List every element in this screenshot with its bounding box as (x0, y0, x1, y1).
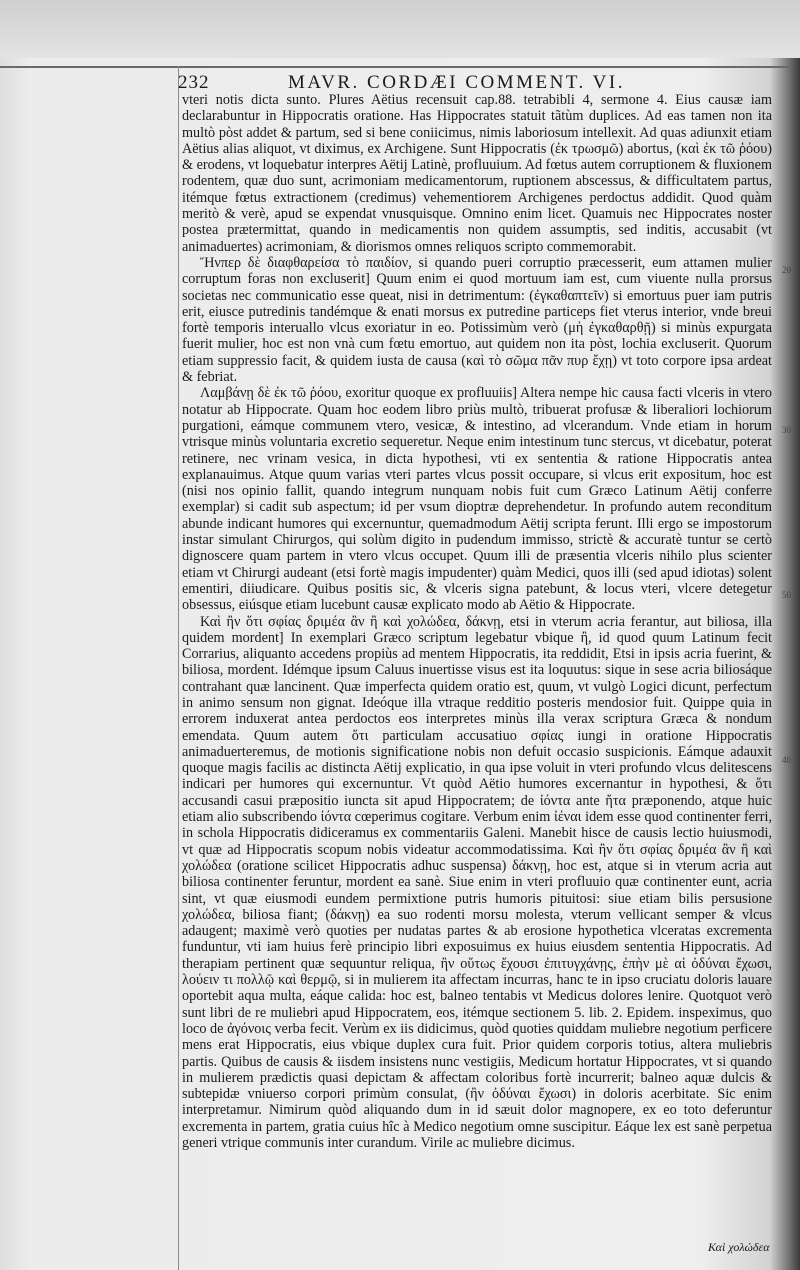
margin-line-number: 50 (782, 590, 791, 600)
margin-line-number: 20 (782, 265, 791, 275)
margin-line-number: 40 (782, 755, 791, 765)
page-number: 232 (178, 72, 210, 93)
catchword: Καὶ χολώδεα (708, 1240, 770, 1254)
body-text (182, 92, 772, 1237)
paragraph: vteri notis dicta sunto. Plures Aëtius recensuit cap.88. tetrabibli 4, sermone 4. Eius causæ iam declarabuntur in Hippocratis oratione. Has Hippocrates statuit tãtùm duplices. Ad eas tamen non ita multò pòst addet & partum, sed si bene coniicimus, nimis laboriosum intellexit. Ad quas adiunxit etiam Aëtius alias aliquot, vt diximus, ex Archigene. Sunt Hippocratis (ἐκ τρωσμῶ) abortus, (καὶ ἐκ τῶ ῥόου) & erodens, vt loquebatur interpres Aëtij Latinè, profluuium. Ad fœtus autem corruptionem & fluxionem rodentem, quæ duo sunt, acrimoniam medicamentorum, ruptionem abscessus, & difficultatem partus, itémque fœtus extractionem (credimus) vehementiorem Archigenes perdoctus addidit. Quod quàm meritò & verè, apud se expendat vnusquisque. Omnino enim licet. Quamuis nec Hippocrates noster postea prætermittat, quando in medicamentis non quidem assumptis, sed inditis, accusabit (vt animaduertes) acrimoniam, & diorismos omnes reliquos scripto commemorabit. (182, 92, 772, 255)
margin-line-number: 30 (782, 425, 791, 435)
scan-top-edge (0, 0, 800, 58)
page-title: MAVR. CORDÆI COMMENT. VI. (288, 72, 625, 93)
left-margin-line (178, 66, 179, 1270)
paragraph: Καὶ ἢν ὅτι σφίας δριμέα ἂν ἢ καὶ χολώδεα, δάκνῃ, etsi in vterum acria ferantur, aut biliosa, illa quidem mordent] In exemplari Græco scriptum legebatur vbique ἢ, id quod quum Latinum fecit Corrarius, aliquanto accedens propiùs ad mentem Hippocratis, ita reddidit, Etsi in ipsis acria fuerint, & biliosa, mordent. Idémque ipsum Caluus inuertisse visus est ita loquutus: sique in sese acria biliosáque contrahant quæ lancinent. Quæ imperfecta quidem oratio est, quum, vt vulgò Logici dicunt, perfectum in animo sensum non gignat. Ideóque illa vtraque redditio posteris mendosior fuit. Quippe quia in errorem induxerat antea perdoctos eos interpretes minùs illa verax scriptura Græca & nondum emendata. Quum autem ὅτι particulam accusatiuo σφίας iungi in oratione Hippocratis animaduerteremus, de motionis significatione nobis non defuit occasio suspicionis. Eámque adauxit quoque magis facilis ac distincta Aëtij explicatio, in qua ipse voluit in vteri profundo vlcus delitescens indicari per humores qui excernuntur. Vt quòd Aëtio humores excernantur in hypothesi, & ὅτι accusandi casui præpositio iuncta sit apud Hippocratem; de ἰόντα ante ἤτα præponendo, atque huic etiam alio subscribendo ἰόντα cœperimus cogitare. Verbum enim ἰέναι idem esse quod continenter ferri, in schola Hippocratis didiceramus ex commentariis Galeni. Manebit hisce de causis lectio huiusmodi, vt quæ ad Hippocratis scopum nobis videatur accommodatissima. Καὶ ἢν ὅτι σφίας δριμέα ἂν ἢ καὶ χολώδεα (oratione scilicet Hippocratis adhuc suspensa) δάκνῃ, hoc est, atque si in vterum acria aut biliosa continenter feruntur, mordent ea sanè. Siue enim in vteri profluuio quæ continenter eunt, acria sint, vt quæ eiusmodi eundem permixtione putris humoris pituitosi: siue etiam bilis persusione χολώδεα, biliosa fiant; (δάκνῃ) ea suo rodenti morsu molesta, vterum vellicant semper & vlcus adaugent; maximè verò quoties per nudatas partes & ab erosione hypothetica vlceratas excrementa funduntur, vti iam huius ferè principio libri exposuimus ex huius eiusdem sententia Hippocratis. Ad therapiam pertinent quæ sequuntur reliqua, ἢν οὕτως ἔχουσι ἐπιτυγχάνῃς, ἐπὴν μὲ αἱ ὀδύναι ἔχωσι, λούειν τι πολλῷ καὶ θερμῷ, si in mulierem ita affectam incurras, hanc te in ipso cruciatu doloris lauare oportebit aqua multa, eáque calida: hoc est, balneo tentabis vt Medicus dolores lenire. Quotquot verò sunt libri de re muliebri apud Hippocratem, eos, itémque sectionem 5. lib. 2. Epidem. inspeximus, quo loco de ἀγόνοις verba fecit. Verùm ex iis didicimus, quòd quoties quiddam muliebre negotium perficere mens erat Hippocratis, eius vbique duplex cura fuit. Prior quidem corporis totius, altera muliebris partis. Quibus de causis & iisdem insistens nunc vestigiis, Medicum hortatur Hippocrates, vt si quando in mulierem prædictis quasi depictam & affectam coloribus fortè incurrerit; balneo aquæ dulcis & subtepidæ vniuerso corpori primùm consulat, (ἢν ὀδύναι ἔχωσι) in doloris acerbitate. Sic enim interpretamur. Nimirum quòd aliquando dum in id sæuit dolor magnopere, ex eo toto deferuntur excrementa in partem, gratia cuius hîc à Medico negotium omne suscipitur. Eáque lex est sanè perpetua generi vtrique communis inter curandum. Virile ac muliebre dicimus. (182, 613, 772, 1151)
paragraph: Λαμβάνῃ δὲ ἐκ τῶ ῥόου, exoritur quoque ex profluuiis] Altera nempe hic causa facti vlceris in vtero notatur ab Hippocrate. Quam hoc eodem libro priùs multò, tribuerat profusæ & liberaliori lochiorum purgationi, eámque communem vtero, vesicæ, & intestino, ad vlcerandum. Vnde etiam in horum vtrisque minùs voluntaria excretio sequeretur. Neque enim intestinum tunc stercus, vt dicebatur, poterat retinere, nec vrinam vesica, in dicta hypothesi, vti ex sententia & ratione Hippocratis antea explanauimus. Atque quum varias vteri partes vlcus possit occupare, si vlcus erit expositum, hoc est (nisi nos opinio fallit, quando integrum nunquam nobis fuit cum Græco Latinum Aëtij conferre exemplar) si cadit sub aspectum; id per vsum dioptræ deprehendetur. In profundo autem reconditum abunde indicant humores qui excernuntur, quemadmodum Aëtij scripta ferunt. Illi ergo se impostorum instar simulant Chirurgos, qui solùm digito in pudendum immisso, strictè & accuratè tuntur se certò dignoscere quam partem in vtero vlcus occupet. Quum illi de præsentia vlceris nihilo plus scienter etiam vt Chirurgi audeant (etsi fortè magis impudenter) quàm Medici, quos illi (sed apud idiotas) solent ementiri, diiudicare. Quibus positis sic, & vlceris signa patebunt, & locus vteri, vlcere detegetur obsessus, eiúsque etiam lucebunt causæ explicato modo ab Aëtio & Hippocrate. (182, 385, 772, 614)
header-rule (0, 66, 790, 68)
paragraph: Ἤνπερ δὲ διαφθαρείσα τὸ παιδίον, si quando pueri corruptio præcesserit, eum attamen mulier corruptum foras non excluserit] Quum enim ei quod mortuum iam est, cum viuente nulla prorsus societas nec communicatio esse queat, nisi in detrimentum: (ἐγκαθαπτεῖν) si emortuus puer iam putris erit, eiusce putredinis tandémque & enati morsus ex putredine particeps fiet vterus interior, vnde breui fortè temporis interuallo vlcus exoriatur in eo. Potissimùm verò (μὴ ἐγκαθαρθῇ) si minùs expurgata fuerit mulier, hoc est non vnà cum fœtu emortuo, aut quidem non ita pòst, lochia excluserit. Quorum etiam suppressio facit, & quidem iusta de causa (καὶ τὸ σῶμα πᾶν πυρ ἔχῃ) vt toto corpore ipsa ardeat & febriat. (182, 254, 772, 386)
